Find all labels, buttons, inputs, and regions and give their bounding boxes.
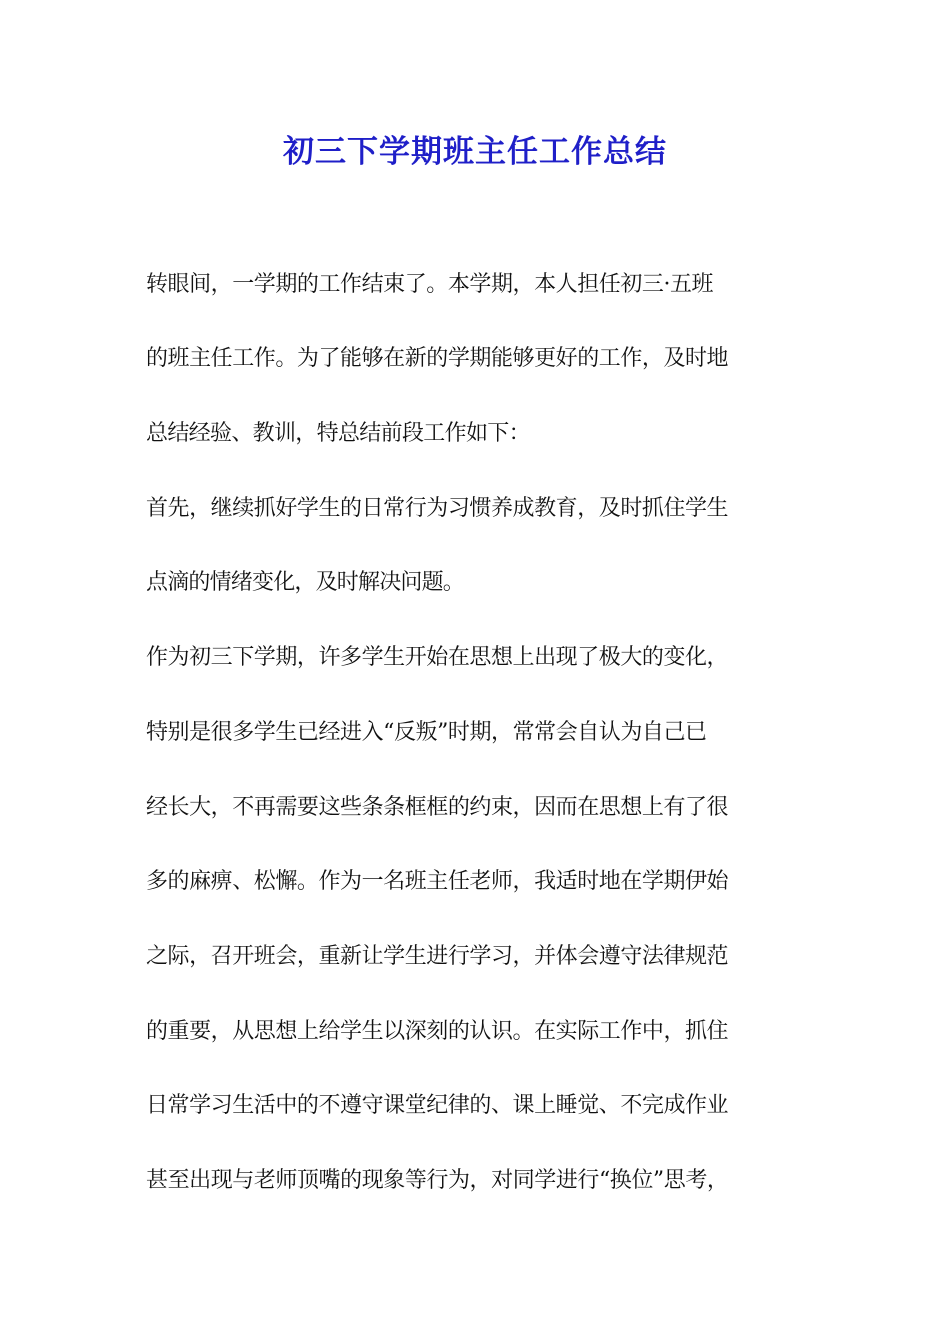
- body-line-3: 总结经验、教训，特总结前段工作如下：: [146, 421, 530, 446]
- body-line-5: 点滴的情绪变化，及时解决问题。: [146, 570, 465, 595]
- body-line-9: 多的麻痹、松懈。作为一名班主任老师，我适时地在学期伊始: [146, 869, 729, 894]
- body-line-11: 的重要，从思想上给学生以深刻的认识。在实际工作中，抓住: [146, 1019, 729, 1044]
- body-line-7: 特别是很多学生已经进入“反叛”时期，常常会自认为自己已: [146, 720, 707, 745]
- body-line-12: 日常学习生活中的不遵守课堂纪律的、课上睡觉、不完成作业: [146, 1093, 729, 1118]
- body-line-8: 经长大，不再需要这些条条框框的约束，因而在思想上有了很: [146, 795, 729, 820]
- body-line-10: 之际，召开班会，重新让学生进行学习，并体会遵守法律规范: [146, 944, 729, 969]
- document-title: 初三下学期班主任工作总结: [283, 134, 667, 170]
- body-line-13: 甚至出现与老师顶嘴的现象等行为，对同学进行“换位”思考，: [146, 1168, 729, 1193]
- body-line-1: 转眼间，一学期的工作结束了。本学期，本人担任初三·五班: [146, 272, 714, 297]
- body-line-6: 作为初三下学期，许多学生开始在思想上出现了极大的变化，: [146, 645, 729, 670]
- body-line-4: 首先，继续抓好学生的日常行为习惯养成教育，及时抓住学生: [146, 496, 729, 521]
- body-line-2: 的班主任工作。为了能够在新的学期能够更好的工作，及时地: [146, 346, 729, 371]
